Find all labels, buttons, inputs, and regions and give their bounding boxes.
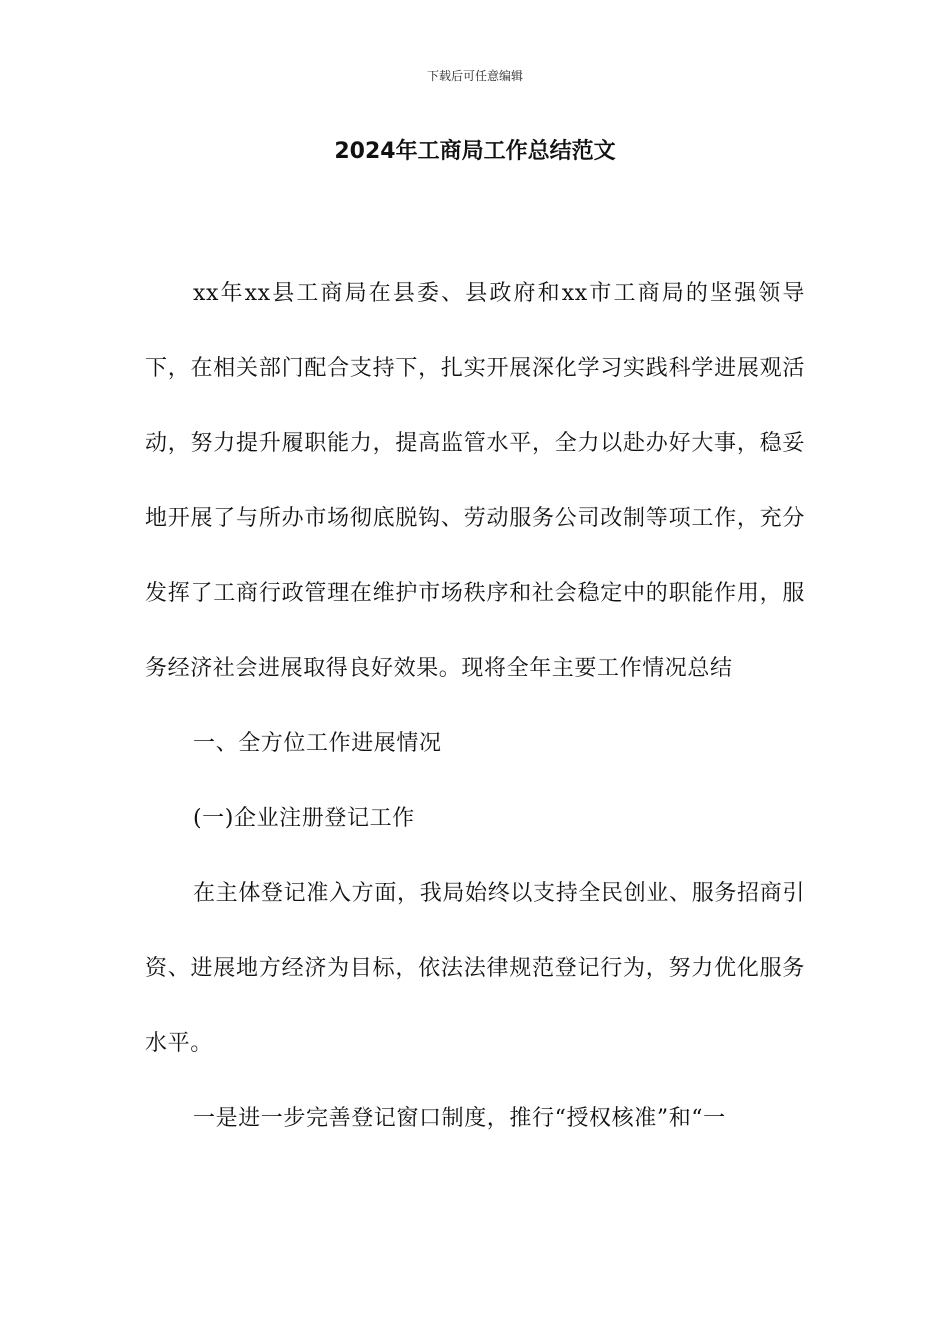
document-body bbox=[145, 256, 805, 1156]
intro-paragraph: xx年xx县工商局在县委、县政府和xx市工商局的坚强领导下，在相关部门配合支持下，扎实开展深化学习实践科学进展观活动，努力提升履职能力，提高监管水平，全力以赴办好大事，稳妥地开展了与所办市场彻底脱钩、劳动服务公司改制等项工作，充分发挥了工商行政管理在维护市场秩序和社会稳定中的职能作用，服务经济社会进展取得良好效果。现将全年主要工作情况总结 bbox=[145, 281, 805, 681]
body-paragraph: 在主体登记准入方面，我局始终以支持全民创业、服务招商引资、进展地方经济为目标，依法法律规范登记行为，努力优化服务水平。 bbox=[145, 881, 805, 1056]
section-heading-1: 一、全方位工作进展情况 bbox=[193, 731, 442, 756]
body-paragraph-partial: 一是进一步完善登记窗口制度，推行“授权核准”和“一 bbox=[193, 1106, 726, 1131]
download-note: 下载后可任意编辑 bbox=[426, 69, 523, 83]
document-title: 2024年工商局工作总结范文 bbox=[334, 139, 616, 164]
subsection-heading-1: (一)企业注册登记工作 bbox=[193, 806, 415, 831]
